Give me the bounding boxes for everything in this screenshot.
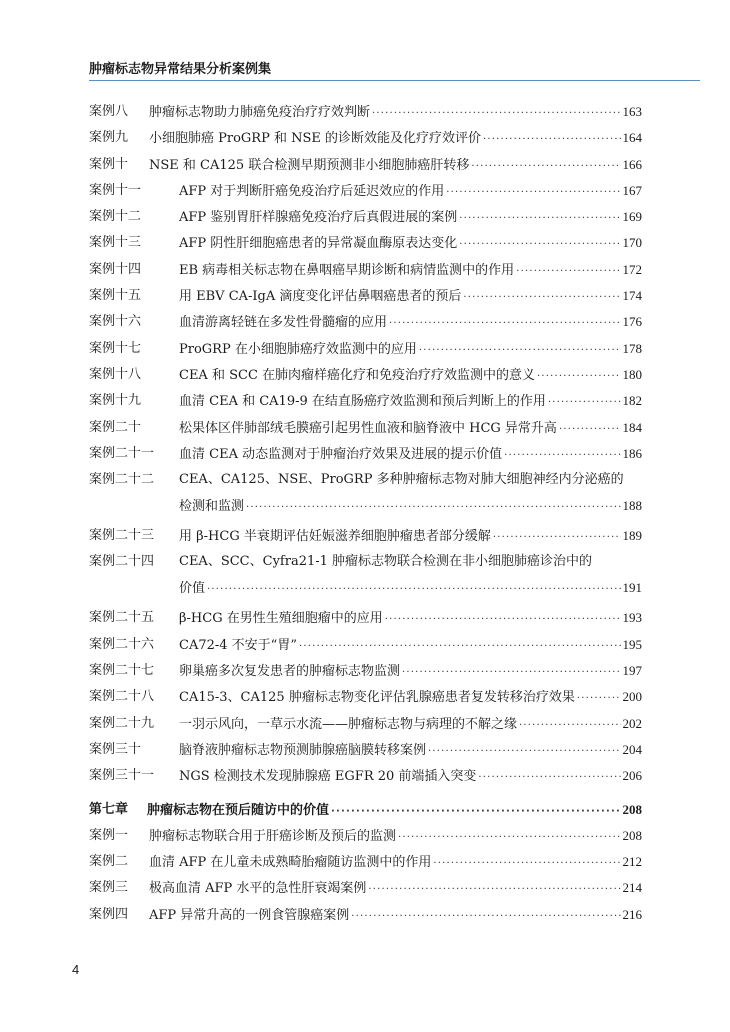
toc-entry-title: 小细胞肺癌 ProGRP 和 NSE 的诊断效能及化疗疗效评价: [149, 131, 482, 147]
toc-entry-title: AFP 鉴别胃肝样腺癌免疫治疗后真假进展的案例: [179, 210, 458, 226]
toc-entry-label: 案例十: [89, 156, 129, 172]
table-of-contents: [89, 99, 642, 928]
leader-dots: [504, 443, 620, 469]
toc-entry-page: 197: [622, 663, 642, 679]
toc-entry-label: 案例二十四: [89, 554, 155, 570]
leader-dots: [519, 713, 620, 739]
toc-entry-title: 用 β-HCG 半衰期评估妊娠滋养细胞肿瘤患者部分缓解: [179, 529, 491, 545]
leader-dots: [331, 799, 620, 825]
leader-dots: [516, 259, 620, 285]
toc-entry[interactable]: [89, 204, 642, 230]
toc-entry[interactable]: [89, 309, 642, 335]
toc-entry-label: 案例十九: [89, 393, 142, 409]
toc-entry-label: 案例十一: [89, 182, 142, 198]
toc-entry-page: 202: [622, 715, 642, 731]
leader-dots: [246, 495, 620, 521]
chapter-page: 208: [622, 801, 642, 817]
toc-entry[interactable]: [89, 632, 642, 658]
leader-dots: [402, 660, 620, 686]
toc-entry-label: 案例十二: [89, 209, 142, 225]
toc-entry-title: 极高血清 AFP 水平的急性肝衰竭案例: [149, 881, 367, 897]
toc-entry-title: NGS 检测技术发现肺腺癌 EGFR 20 前端插入突变: [179, 769, 477, 785]
leader-dots: [398, 825, 620, 851]
toc-entry-page: 212: [622, 854, 642, 870]
toc-entry[interactable]: [89, 902, 642, 928]
toc-entry-page: 206: [622, 768, 642, 784]
toc-entry[interactable]: [89, 467, 642, 523]
toc-entry-title: NSE 和 CA125 联合检测早期预测非小细胞肺癌肝转移: [149, 157, 470, 173]
toc-entry-label: 案例十四: [89, 261, 142, 277]
toc-entry-title: 血清游离轻链在多发性骨髓瘤的应用: [179, 315, 388, 331]
leader-dots: [483, 127, 620, 153]
toc-entry-page: 184: [622, 419, 642, 435]
toc-entry[interactable]: [89, 658, 642, 684]
toc-entry-label: 案例十五: [89, 288, 142, 304]
toc-entry-page: 182: [622, 393, 642, 409]
leader-dots: [548, 390, 621, 416]
leader-dots: [351, 904, 620, 930]
toc-entry[interactable]: [89, 711, 642, 737]
toc-entry[interactable]: [89, 230, 642, 256]
toc-entry-title: 卵巢癌多次复发患者的肿瘤标志物监测: [179, 664, 401, 680]
toc-entry-label: 案例三十一: [89, 768, 155, 784]
leader-dots: [389, 311, 620, 337]
toc-entry-page: 188: [622, 498, 642, 514]
toc-entry-title: 用 EBV CA-IgA 滴度变化评估鼻咽癌患者的预后: [179, 289, 462, 305]
leader-dots: [471, 154, 620, 180]
toc-entry-page: 191: [622, 580, 642, 596]
toc-entry-title: β-HCG 在男性生殖细胞瘤中的应用: [179, 611, 383, 627]
leader-dots: [478, 765, 620, 791]
toc-entry-title: CEA 和 SCC 在肺肉瘤样癌化疗和免疫治疗疗效监测中的意义: [179, 367, 536, 383]
toc-entry-title: EB 病毒相关标志物在鼻咽癌早期诊断和病情监测中的作用: [179, 262, 515, 278]
toc-entry-label: 案例一: [89, 827, 129, 843]
leader-dots: [385, 607, 621, 633]
toc-entry-label: 案例二十一: [89, 445, 155, 461]
toc-entry[interactable]: [89, 415, 642, 441]
toc-entry-title: AFP 异常升高的一例食管腺癌案例: [149, 907, 350, 923]
toc-entry[interactable]: [89, 125, 642, 151]
chapter-label: 第七章: [89, 801, 129, 817]
toc-entry[interactable]: [89, 99, 642, 125]
toc-entry-page: 163: [622, 104, 642, 119]
toc-entry-page: 167: [622, 182, 642, 198]
toc-entry-title: 血清 CEA 动态监测对于肿瘤治疗效果及进展的提示价值: [179, 446, 503, 462]
toc-entry-label: 案例十三: [89, 235, 142, 251]
chapter-title: 肿瘤标志物在预后随访中的价值: [147, 802, 330, 818]
leader-dots: [446, 180, 620, 206]
toc-entry-title: CEA、CA125、NSE、ProGRP 多种肿瘤标志物对肺大细胞神经内分泌癌的: [179, 472, 624, 488]
toc-entry-label: 案例二十七: [89, 663, 155, 679]
leader-dots: [537, 364, 620, 390]
toc-entry[interactable]: [89, 283, 642, 309]
toc-entry[interactable]: [89, 152, 642, 178]
toc-entry-title: ProGRP 在小细胞肺癌疗效监测中的应用: [179, 341, 417, 357]
toc-entry-page: 216: [622, 906, 642, 922]
toc-entry-page: 169: [622, 209, 642, 225]
toc-entry[interactable]: [89, 684, 642, 710]
toc-entry-page: 166: [622, 156, 642, 172]
toc-entry-page: 195: [622, 636, 642, 652]
toc-entry-label: 案例二十八: [89, 689, 155, 705]
toc-entry-label: 案例三: [89, 880, 129, 896]
toc-entry-title: 肿瘤标志物助力肺癌免疫治疗疗效判断: [149, 105, 371, 120]
toc-entry-page: 170: [622, 235, 642, 251]
toc-entry[interactable]: [89, 257, 642, 283]
toc-entry[interactable]: [89, 605, 642, 631]
toc-entry-page: 214: [622, 880, 642, 896]
toc-entry-label: 案例四: [89, 906, 129, 922]
leader-dots: [459, 232, 620, 258]
leader-dots: [493, 525, 621, 551]
leader-dots: [207, 577, 620, 603]
toc-entry-label: 案例二十二: [89, 472, 155, 488]
toc-entry-page: 200: [622, 689, 642, 705]
toc-entry-label: 案例十八: [89, 366, 142, 382]
toc-entry-page: 186: [622, 445, 642, 461]
leader-dots: [577, 686, 621, 712]
toc-entry-page: 204: [622, 741, 642, 757]
toc-entry[interactable]: [89, 362, 642, 388]
toc-entry-label: 案例二十三: [89, 528, 155, 544]
toc-entry-title-continued: 价值: [179, 581, 206, 597]
toc-entry-title: 松果体区伴肺部绒毛膜癌引起男性血液和脑脊液中 HCG 异常升高: [179, 420, 557, 436]
toc-entry-page: 208: [622, 827, 642, 843]
toc-entry-page: 176: [622, 314, 642, 330]
toc-entry[interactable]: [89, 823, 642, 849]
toc-entry-label: 案例八: [89, 104, 129, 119]
toc-entry-page: 180: [622, 366, 642, 382]
toc-entry[interactable]: [89, 178, 642, 204]
toc-chapter-entry[interactable]: [89, 797, 642, 823]
header-rule: [89, 80, 700, 81]
leader-dots: [433, 851, 620, 877]
toc-entry[interactable]: [89, 875, 642, 901]
toc-entry-label: 案例九: [89, 130, 129, 146]
leader-dots: [463, 285, 620, 311]
running-title: 肿瘤标志物异常结果分析案例集: [89, 62, 272, 77]
leader-dots: [368, 877, 620, 903]
toc-entry[interactable]: [89, 763, 642, 789]
toc-entry-label: 案例十六: [89, 314, 142, 330]
toc-entry[interactable]: [89, 441, 642, 467]
toc-entry-title: 血清 CEA 和 CA19-9 在结直肠癌疗效监测和预后判断上的作用: [179, 394, 546, 410]
toc-entry-label: 案例二十六: [89, 636, 155, 652]
toc-entry-title: CA72-4 不安于“胃”: [179, 637, 297, 653]
toc-entry[interactable]: [89, 388, 642, 414]
leader-dots: [299, 634, 621, 660]
toc-entry-label: 案例三十: [89, 741, 142, 757]
toc-entry-page: 172: [622, 261, 642, 277]
toc-entry-page: 193: [622, 610, 642, 626]
toc-entry-title: 肿瘤标志物联合用于肝癌诊断及预后的监测: [149, 828, 397, 844]
toc-entry-page: 189: [622, 528, 642, 544]
toc-entry[interactable]: [89, 549, 642, 605]
toc-entry[interactable]: [89, 849, 642, 875]
leader-dots: [372, 101, 620, 127]
leader-dots: [459, 206, 620, 232]
toc-entry-label: 案例二十五: [89, 610, 155, 626]
toc-entry-label: 案例二十: [89, 419, 142, 435]
page-number: 4: [72, 962, 80, 977]
toc-entry-label: 案例二十九: [89, 715, 155, 731]
toc-entry-label: 案例十七: [89, 340, 142, 356]
toc-entry[interactable]: [89, 336, 642, 362]
toc-entry-title-continued: 检测和监测: [179, 499, 245, 515]
toc-entry-label: 案例二: [89, 854, 129, 870]
leader-dots: [428, 739, 620, 765]
toc-entry-page: 174: [622, 288, 642, 304]
leader-dots: [419, 338, 621, 364]
toc-entry-title: CEA、SCC、Cyfra21-1 肿瘤标志物联合检测在非小细胞肺癌诊治中的: [179, 554, 593, 570]
toc-entry-page: 164: [622, 130, 642, 146]
toc-entry-title: 血清 AFP 在儿童未成熟畸胎瘤随访监测中的作用: [149, 855, 432, 871]
toc-entry-title: 脑脊液肿瘤标志物预测肺腺癌脑膜转移案例: [179, 742, 427, 758]
toc-entry-title: CA15-3、CA125 肿瘤标志物变化评估乳腺癌患者复发转移治疗效果: [179, 690, 575, 706]
toc-entry-title: 一羽示风向，一草示水流——肿瘤标志物与病理的不解之缘: [179, 716, 518, 732]
toc-entry[interactable]: [89, 523, 642, 549]
toc-entry-page: 178: [622, 340, 642, 356]
leader-dots: [559, 417, 621, 443]
toc-entry[interactable]: [89, 737, 642, 763]
toc-entry-title: AFP 对于判断肝癌免疫治疗后延迟效应的作用: [179, 183, 445, 199]
toc-entry-title: AFP 阴性肝细胞癌患者的异常凝血酶原表达变化: [179, 236, 458, 252]
